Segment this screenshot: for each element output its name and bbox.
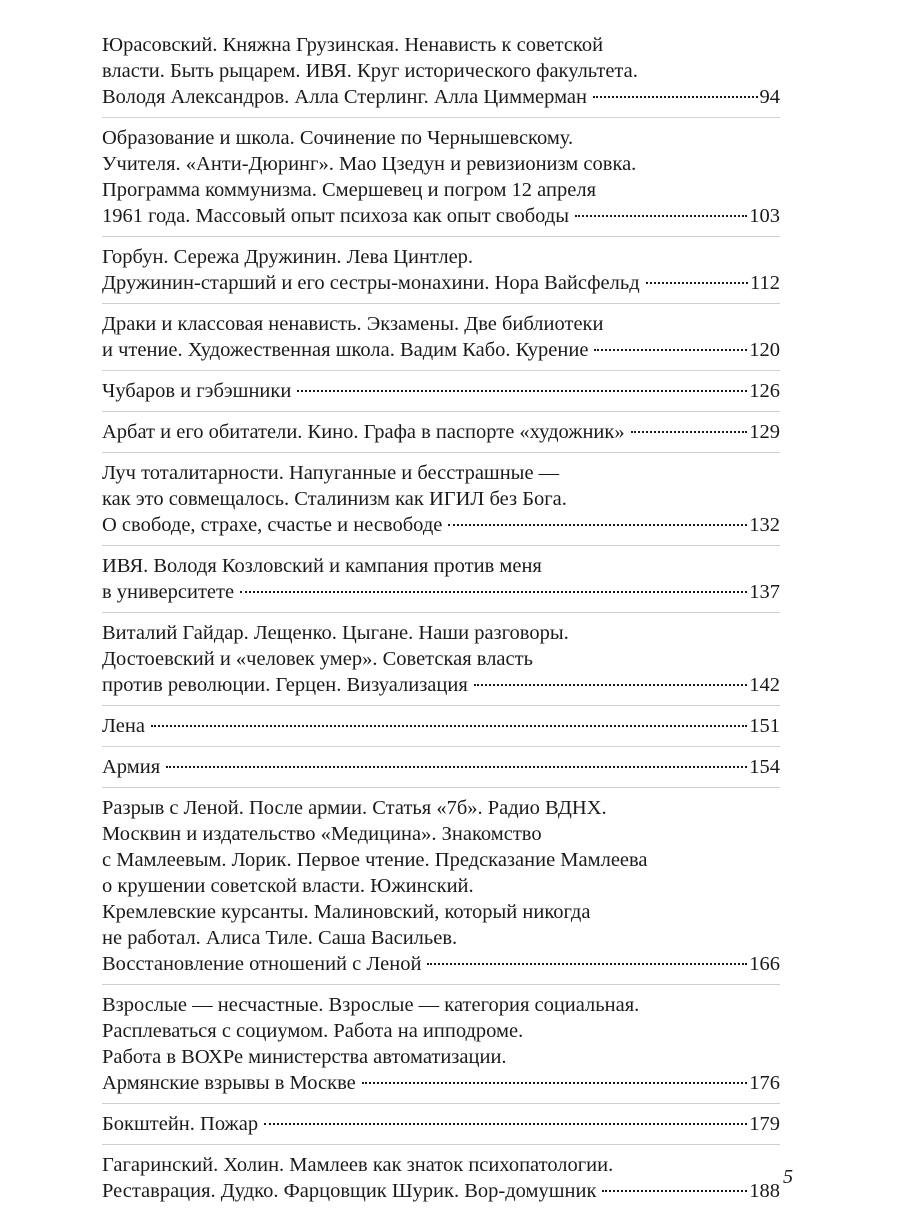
toc-entry-line: Достоевский и «человек умер». Советская власть xyxy=(102,648,533,670)
toc-entry-line: Расплеваться с социумом. Работа на ипподроме. xyxy=(102,1020,524,1042)
toc-entry-title-end: в университете xyxy=(102,581,235,603)
page-number: 5 xyxy=(783,1166,793,1188)
toc-entry-line: не работал. Алиса Тиле. Саша Васильев. xyxy=(102,927,458,949)
toc-entry-title-end: и чтение. Художественная школа. Вадим Кабо. Курение xyxy=(102,339,589,361)
toc-entry xyxy=(102,1111,780,1145)
toc-page-number: 120 xyxy=(749,339,780,361)
toc-entry xyxy=(102,553,780,613)
toc-entry-title-end: Армянские взрывы в Москве xyxy=(102,1072,356,1094)
toc-entry-line: Луч тоталитарности. Напуганные и бесстрашные — xyxy=(102,462,560,484)
toc-entry-title-end: против революции. Герцен. Визуализация xyxy=(102,674,468,696)
toc-entry-title-end: Восстановление отношений с Леной xyxy=(102,953,422,975)
toc-entry-line: Гагаринский. Холин. Мамлеев как знаток психопатологии. xyxy=(102,1154,614,1176)
toc-entry-final-line xyxy=(102,337,780,363)
toc-entry xyxy=(102,795,780,985)
dot-leader xyxy=(297,390,747,392)
toc-page-number: 132 xyxy=(749,514,780,536)
toc-entry-line: с Мамлеевым. Лорик. Первое чтение. Предсказание Мамлеева xyxy=(102,849,648,871)
dot-leader xyxy=(166,766,747,768)
dot-leader xyxy=(575,215,747,217)
toc-entry-line: ИВЯ. Володя Козловский и кампания против меня xyxy=(102,555,542,577)
toc-entry-final-line xyxy=(102,378,780,404)
toc-entry-final-line xyxy=(102,270,780,296)
toc-entry-line: о крушении советской власти. Южинский. xyxy=(102,875,474,897)
toc-entry-final-line xyxy=(102,512,780,538)
dot-leader xyxy=(602,1190,747,1192)
toc-entry-final-line xyxy=(102,951,780,977)
toc-entry-final-line xyxy=(102,713,780,739)
toc-page-number: 126 xyxy=(749,380,780,402)
toc-entry xyxy=(102,378,780,412)
dot-leader xyxy=(593,96,758,98)
toc-entry-line: Взрослые — несчастные. Взрослые — категория социальная. xyxy=(102,994,640,1016)
dot-leader xyxy=(264,1123,747,1125)
toc-entry-final-line xyxy=(102,1111,780,1137)
toc-entry-line: Драки и классовая ненависть. Экзамены. Две библиотеки xyxy=(102,313,604,335)
toc-entry-line: Виталий Гайдар. Лещенко. Цыгане. Наши разговоры. xyxy=(102,622,569,644)
toc-page-number: 137 xyxy=(749,581,780,603)
toc-entry-title-end: Дружинин-старший и его сестры-монахини. Нора Вайсфельд xyxy=(102,272,640,294)
toc-entry-line: Работа в ВОХРе министерства автоматизации. xyxy=(102,1046,507,1068)
dot-leader xyxy=(427,963,747,965)
toc-entry-line: Учителя. «Анти-Дюринг». Мао Цзедун и ревизионизм совка. xyxy=(102,153,637,175)
toc-page-number: 166 xyxy=(749,953,780,975)
toc-page-number: 112 xyxy=(750,272,780,294)
toc-entry-line: Горбун. Сережа Дружинин. Лева Цинтлер. xyxy=(102,246,474,268)
toc-entry xyxy=(102,992,780,1104)
toc-entry-final-line xyxy=(102,1070,780,1096)
toc-entry-final-line xyxy=(102,672,780,698)
toc-entry-final-line xyxy=(102,754,780,780)
dot-leader xyxy=(594,349,747,351)
toc-entry-line: Юрасовский. Княжна Грузинская. Ненависть к советской xyxy=(102,34,604,56)
toc-entry-final-line xyxy=(102,203,780,229)
toc-entry-line: власти. Быть рыцарем. ИВЯ. Круг исторического факультета. xyxy=(102,60,638,82)
toc-entry-line: Разрыв с Леной. После армии. Статья «7б». Радио ВДНХ. xyxy=(102,797,607,819)
toc-page-number: 94 xyxy=(759,86,780,108)
toc-entry xyxy=(102,713,780,747)
toc-entry xyxy=(102,419,780,453)
toc-entry xyxy=(102,125,780,237)
toc-entry-title-end: Володя Александров. Алла Стерлинг. Алла Циммерман xyxy=(102,86,587,108)
toc-entry-title-end: Реставрация. Дудко. Фарцовщик Шурик. Вор-домушник xyxy=(102,1180,597,1202)
toc-entry-line: Образование и школа. Сочинение по Чернышевскому. xyxy=(102,127,574,149)
toc-entry-title-end: Бокштейн. Пожар xyxy=(102,1113,259,1135)
table-of-contents xyxy=(102,32,780,1218)
toc-entry-final-line xyxy=(102,1178,780,1204)
toc-entry-final-line xyxy=(102,84,780,110)
dot-leader xyxy=(631,431,748,433)
toc-page-number: 179 xyxy=(749,1113,780,1135)
toc-entry xyxy=(102,32,780,118)
toc-entry xyxy=(102,620,780,706)
toc-entry xyxy=(102,460,780,546)
toc-entry-line: Кремлевские курсанты. Малиновский, который никогда xyxy=(102,901,591,923)
toc-entry-final-line xyxy=(102,419,780,445)
toc-entry-title-end: 1961 года. Массовый опыт психоза как опыт свободы xyxy=(102,205,570,227)
toc-page-number: 188 xyxy=(749,1180,780,1202)
toc-entry-title-end: О свободе, страхе, счастье и несвободе xyxy=(102,514,443,536)
toc-page-number: 142 xyxy=(749,674,780,696)
dot-leader xyxy=(474,684,747,686)
toc-entry xyxy=(102,754,780,788)
dot-leader xyxy=(240,591,747,593)
dot-leader xyxy=(448,524,747,526)
toc-entry-line: Программа коммунизма. Смершевец и погром 12 апреля xyxy=(102,179,596,201)
dot-leader xyxy=(646,282,748,284)
toc-entry xyxy=(102,244,780,304)
toc-page-number: 129 xyxy=(749,421,780,443)
toc-entry-title-end: Арбат и его обитатели. Кино. Графа в паспорте «художник» xyxy=(102,421,625,443)
toc-page-number: 154 xyxy=(749,756,780,778)
dot-leader xyxy=(151,725,747,727)
toc-entry-title-end: Лена xyxy=(102,715,145,737)
toc-page-number: 103 xyxy=(749,205,780,227)
toc-entry-line: как это совмещалось. Сталинизм как ИГИЛ без Бога. xyxy=(102,488,567,510)
toc-entry-line: Москвин и издательство «Медицина». Знакомство xyxy=(102,823,542,845)
toc-entry-final-line xyxy=(102,579,780,605)
toc-entry xyxy=(102,1152,780,1211)
toc-page-number: 176 xyxy=(749,1072,780,1094)
dot-leader xyxy=(362,1082,748,1084)
toc-page-number: 151 xyxy=(749,715,780,737)
toc-entry xyxy=(102,311,780,371)
toc-entry-title-end: Чубаров и гэбэшники xyxy=(102,380,292,402)
toc-entry-title-end: Армия xyxy=(102,756,161,778)
